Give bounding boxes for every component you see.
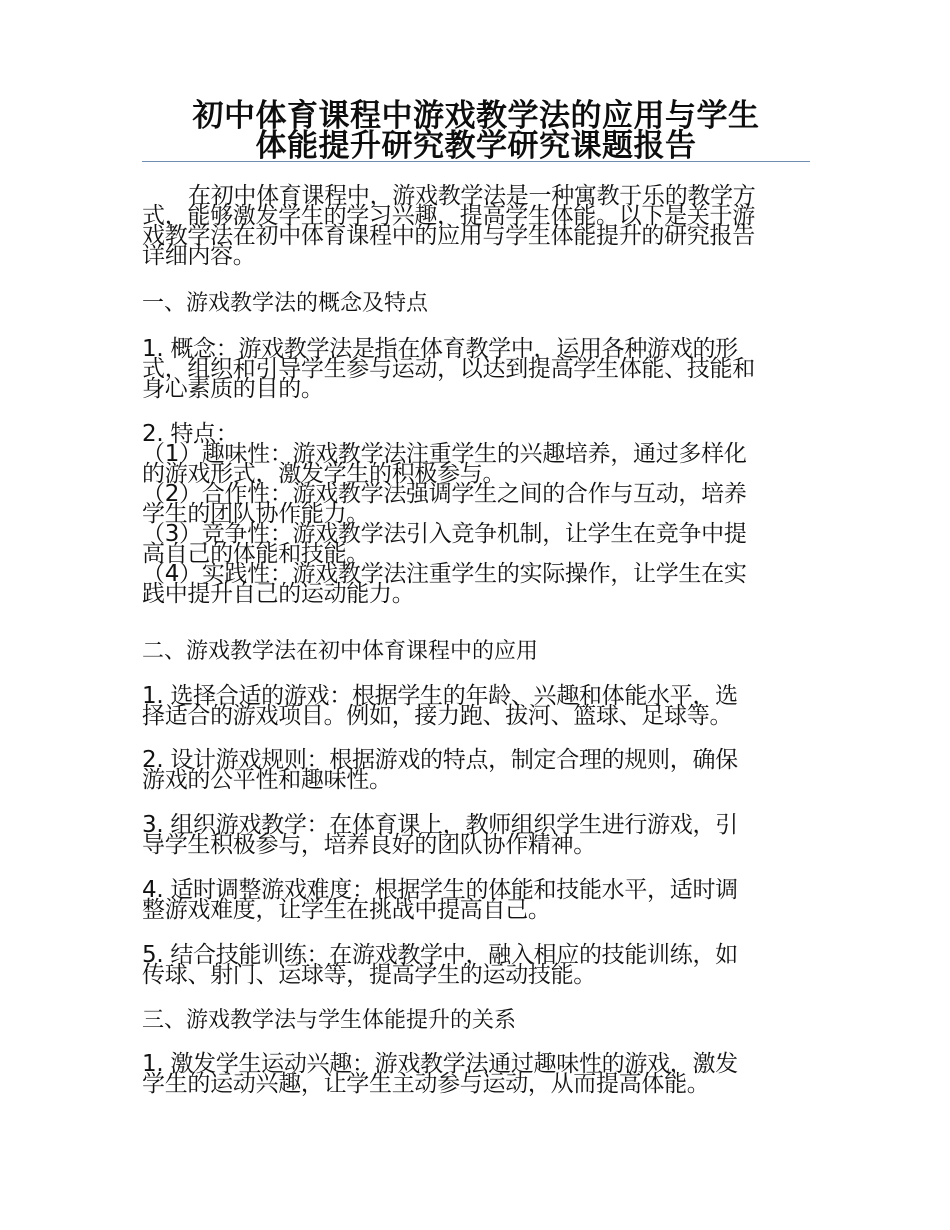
feature-line: （4）实践性：游戏教学法注重学生的实际操作，让学生在实 [142,561,747,587]
application-line: 5. 结合技能训练：在游戏教学中，融入相应的技能训练，如 [142,942,738,968]
feature-line: 高自己的体能和技能。 [142,541,370,567]
intro-line: 戏教学法在初中体育课程中的应用与学生体能提升的研究报告 [142,223,755,249]
application-line: 3. 组织游戏教学：在体育课上，教师组织学生进行游戏，引 [142,812,738,838]
application-item-4 [142,877,814,923]
title-line-2: 体能提升研究教学研究课题报告 [255,128,697,164]
section-heading-2: 二、游戏教学法在初中体育课程中的应用 [142,639,539,664]
concept-line: 1. 概念：游戏教学法是指在体育教学中，运用各种游戏的形 [142,336,738,362]
section-heading-1: 一、游戏教学法的概念及特点 [142,291,429,316]
application-line: 整游戏难度，让学生在挑战中提高自己。 [142,897,551,923]
feature-line: 践中提升自己的运动能力。 [142,581,415,607]
relation-line: 学生的运动兴趣，让学生主动参与运动，从而提高体能。 [142,1071,710,1097]
application-line: 2. 设计游戏规则：根据游戏的特点，制定合理的规则，确保 [142,747,738,773]
section-heading-3: 三、游戏教学法与学生体能提升的关系 [142,1008,517,1033]
intro-line: 式，能够激发学生的学习兴趣，提高学生体能。以下是关于游 [142,203,755,229]
application-item-5 [142,942,814,988]
relation-line: 1. 激发学生运动兴趣：游戏教学法通过趣味性的游戏，激发 [142,1051,738,1077]
application-line: 择适合的游戏项目。例如，接力跑、拔河、篮球、足球等。 [142,703,733,729]
application-line: 传球、射门、运球等，提高学生的运动技能。 [142,962,597,988]
application-line: 游戏的公平性和趣味性。 [142,767,392,793]
feature-line: （1）趣味性：游戏教学法注重学生的兴趣培养，通过多样化 [142,441,747,467]
application-item-1 [142,683,814,729]
concept-line: 式，组织和引导学生参与运动，以达到提高学生体能、技能和 [142,356,755,382]
title-line-1: 初中体育课程中游戏教学法的应用与学生 [192,98,760,134]
intro-line: 在初中体育课程中，游戏教学法是一种寓教于乐的教学方 [188,183,756,209]
application-item-3 [142,812,814,858]
feature-line: （2）合作性：游戏教学法强调学生之间的合作与互动，培养 [142,481,747,507]
feature-line: （3）竞争性：游戏教学法引入竞争机制，让学生在竞争中提 [142,521,747,547]
features-paragraph [142,421,814,607]
concept-paragraph [142,336,814,402]
intro-paragraph [142,183,814,269]
application-item-2 [142,747,814,793]
document-title [142,98,810,164]
feature-line: 的游戏形式，激发学生的积极参与。 [142,461,506,487]
features-label: 2. 特点： [142,421,239,447]
application-line: 4. 适时调整游戏难度：根据学生的体能和技能水平，适时调 [142,877,738,903]
feature-line: 学生的团队协作能力。 [142,501,370,527]
intro-line: 详细内容。 [142,243,256,269]
relation-item-1 [142,1051,814,1097]
title-divider [142,161,810,162]
application-line: 导学生积极参与，培养良好的团队协作精神。 [142,832,597,858]
concept-line: 身心素质的目的。 [142,376,324,402]
application-line: 1. 选择合适的游戏：根据学生的年龄、兴趣和体能水平，选 [142,683,738,709]
